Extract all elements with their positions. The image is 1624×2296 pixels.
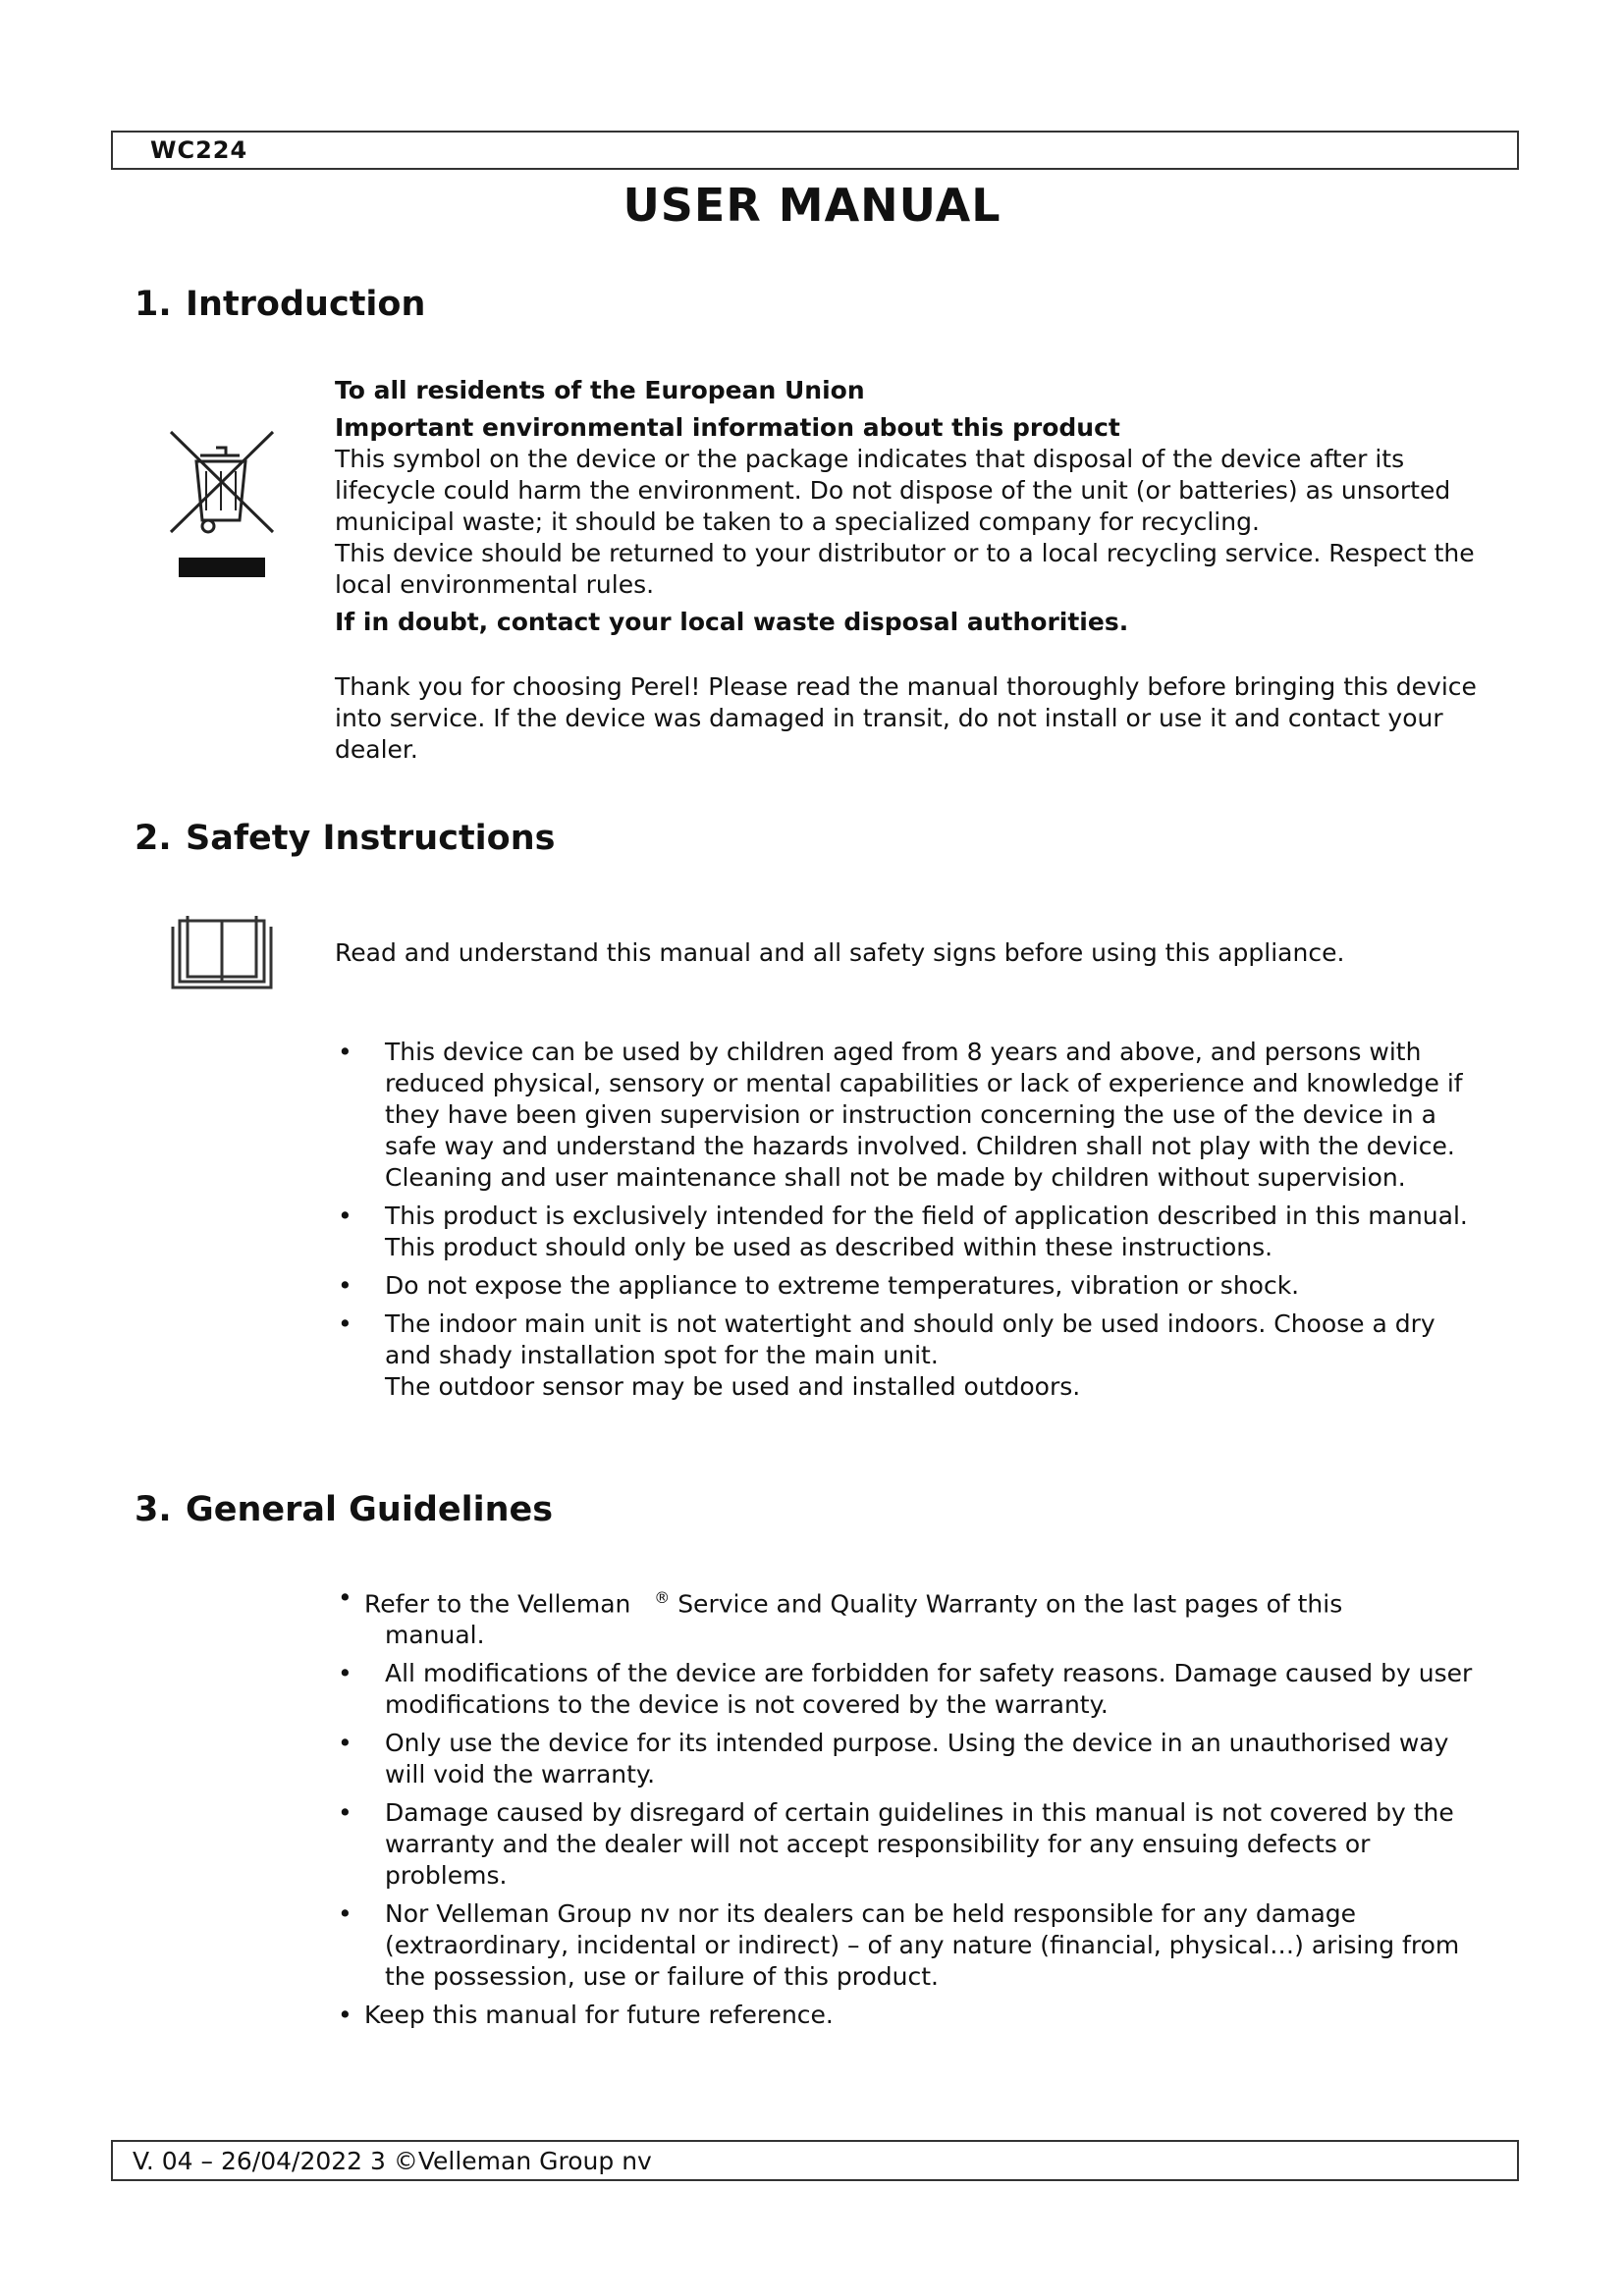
eu-title: To all residents of the European Union	[335, 376, 865, 404]
read-manual-text: Read and understand this manual and all safety signs before using this appliance.	[335, 938, 1345, 967]
warranty-ref-a: Refer to the Velleman	[364, 1589, 631, 1619]
list-item: • Damage caused by disregard of certain guidelines in this manual is not covered by the warranty and the dealer will not accept responsibility for any ensuing defects or problems.	[335, 1797, 1489, 1892]
list-item: • This device can be used by children aged from 8 years and above, and persons with reduced physical, sensory or mental capabilities or lack of experience and knowledge if they have been given supervision or instruction concerning the use of the device in a safe way and understand the hazards involved. Children shall not play with the device. Cleaning and user maintenance shall not be made by children without supervision.	[335, 1037, 1489, 1194]
crossed-bin-icon	[167, 426, 277, 583]
doubt-text: If in doubt, contact your local waste disposal authorities.	[335, 608, 1129, 636]
page-title: USER MANUAL	[623, 179, 1001, 232]
list-item: • This product is exclusively intended for the field of application described in this manual. This product should only be used as described within these instructions.	[335, 1201, 1489, 1263]
footer-text: V. 04 – 26/04/2022 3 ©Velleman Group nv	[133, 2147, 652, 2175]
list-item: • Nor Velleman Group nv nor its dealers can be held responsible for any damage (extraordinary, incidental or indirect) – of any nature (financial, physical…) arising from the possession, use or failure of this product.	[335, 1898, 1489, 1993]
section-number: 1.	[135, 285, 172, 324]
model-number: WC224	[150, 136, 248, 164]
env-text-1: This symbol on the device or the package indicates that disposal of the device after its lifecycle could harm the environment. Do not dispose of the unit (or batteries) as unsorted municipal waste; it should be taken to a specialized company for recycling.	[335, 445, 1451, 536]
list-item	[335, 1308, 1489, 1403]
section-number: 3.	[135, 1490, 172, 1529]
header-box	[111, 131, 1519, 170]
safety-list	[335, 1037, 1489, 1403]
registered-mark: ®	[654, 1588, 671, 1607]
section-number: 2.	[135, 819, 172, 858]
list-item: • Do not expose the appliance to extreme temperatures, vibration or shock.	[335, 1270, 1489, 1302]
section-title: General Guidelines	[186, 1490, 554, 1529]
guidelines-list	[335, 1582, 1489, 2031]
list-item-text: The indoor main unit is not watertight and should only be used indoors. Choose a dry and shady installation spot for the main unit.	[385, 1309, 1435, 1369]
warranty-ref-c: manual.	[385, 1621, 485, 1650]
section-heading-safety	[135, 819, 555, 858]
list-item: • All modifications of the device are forbidden for safety reasons. Damage caused by user modifications to the device is not covered by the warranty.	[335, 1658, 1489, 1721]
footer-box	[111, 2140, 1519, 2181]
thanks-text: Thank you for choosing Perel! Please read the manual thoroughly before bringing this device into service. If the device was damaged in transit, do not install or use it and contact your dealer.	[335, 672, 1477, 764]
section-title: Safety Instructions	[186, 819, 556, 858]
list-item: • Only use the device for its intended purpose. Using the device in an unauthorised way will void the warranty.	[335, 1728, 1489, 1790]
list-item-extra: The outdoor sensor may be used and installed outdoors.	[385, 1372, 1081, 1401]
warranty-ref-b: Service and Quality Warranty on the last pages of this	[677, 1589, 1343, 1619]
list-item: • Keep this manual for future reference.	[335, 2000, 1489, 2031]
section-heading-introduction	[135, 285, 425, 324]
intro-block	[335, 375, 1489, 766]
env-text-2: This device should be returned to your distributor or to a local recycling service. Respect the local environmental rules.	[335, 539, 1475, 599]
list-item	[335, 1582, 1489, 1651]
env-title: Important environmental information about this product	[335, 413, 1120, 442]
section-title: Introduction	[186, 285, 426, 324]
open-book-icon	[170, 913, 274, 993]
section-heading-guidelines	[135, 1490, 553, 1529]
